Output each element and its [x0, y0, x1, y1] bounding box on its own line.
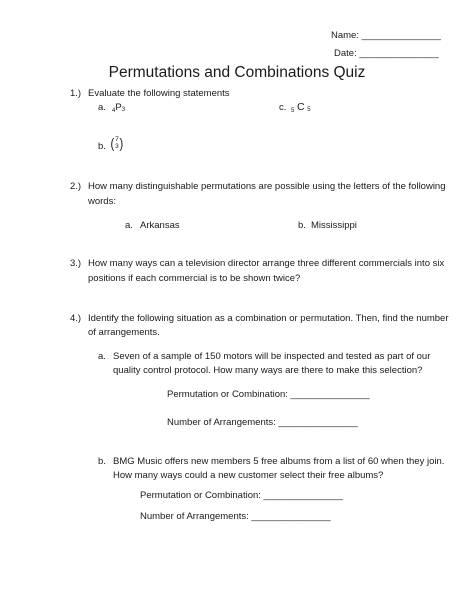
q1a-post-subscript: 3	[121, 107, 126, 113]
q1a-letter: a.	[98, 102, 106, 113]
q1b-letter: b.	[98, 141, 106, 152]
q1a-pre-subscript: 4	[112, 108, 116, 114]
q4a-letter: a.	[98, 351, 106, 362]
q2-line1: How many distinguishable permutations are possible using the letters of the following	[88, 181, 446, 192]
q2a-word: Arkansas	[140, 220, 180, 231]
q4a-line2: quality control protocol. How many ways are there to make this selection?	[113, 365, 423, 376]
q1b-binomial-top: 7	[115, 136, 119, 143]
q4b-line1: BMG Music offers new members 5 free albums from a list of 60 when they join.	[113, 456, 445, 467]
q4a-permutation-or-combination-label: Permutation or Combination: _______________	[167, 389, 370, 400]
q1b-binomial	[110, 136, 124, 151]
q1c-letter: c.	[279, 102, 287, 113]
q4b-line2: How many ways could a new customer select their free albums?	[113, 470, 384, 481]
q1a-symbol: P	[115, 102, 122, 113]
q1c-symbol: C	[296, 101, 305, 113]
q4b-letter: b.	[98, 456, 106, 467]
q1-number: 1.)	[70, 88, 82, 99]
q4-number: 4.)	[70, 313, 82, 324]
q1c-pre-subscript: 5	[291, 108, 295, 114]
q1-prompt: Evaluate the following statements	[88, 88, 230, 99]
q4a-number-of-arrangements-label: Number of Arrangements: _______________	[167, 417, 358, 428]
q1c-post-subscript: 5	[307, 107, 311, 113]
page-title: Permutations and Combinations Quiz	[108, 64, 366, 81]
q2-line2: words:	[88, 196, 116, 207]
q4-line1: Identify the following situation as a combination or permutation. Then, find the number	[88, 313, 449, 324]
q3-line1: How many ways can a television director arrange three different commercials into six	[88, 258, 445, 269]
q3-number: 3.)	[70, 258, 82, 269]
q4b-number-of-arrangements-label: Number of Arrangements: _______________	[140, 511, 331, 522]
q2-number: 2.)	[70, 181, 82, 192]
q2b-word: Mississippi	[311, 220, 357, 231]
q4a-line1: Seven of a sample of 150 motors will be inspected and tested as part of our	[113, 351, 431, 362]
q4b-permutation-or-combination-label: Permutation or Combination: _______________	[140, 490, 343, 501]
right-paren-icon: )	[119, 135, 124, 151]
q4-line2: of arrangements.	[88, 327, 160, 338]
name-field-label: Name: _______________	[331, 30, 441, 41]
date-field-label: Date: _______________	[334, 48, 439, 59]
q1a-expression	[112, 102, 125, 113]
q3-line2: positions if each commercial is to be shown twice?	[88, 273, 301, 284]
q1c-expression	[291, 101, 311, 113]
q2a-letter: a.	[125, 220, 133, 231]
q1b-binomial-bottom: 3	[115, 143, 119, 150]
q2b-letter: b.	[298, 220, 306, 231]
left-paren-icon: (	[110, 135, 115, 151]
